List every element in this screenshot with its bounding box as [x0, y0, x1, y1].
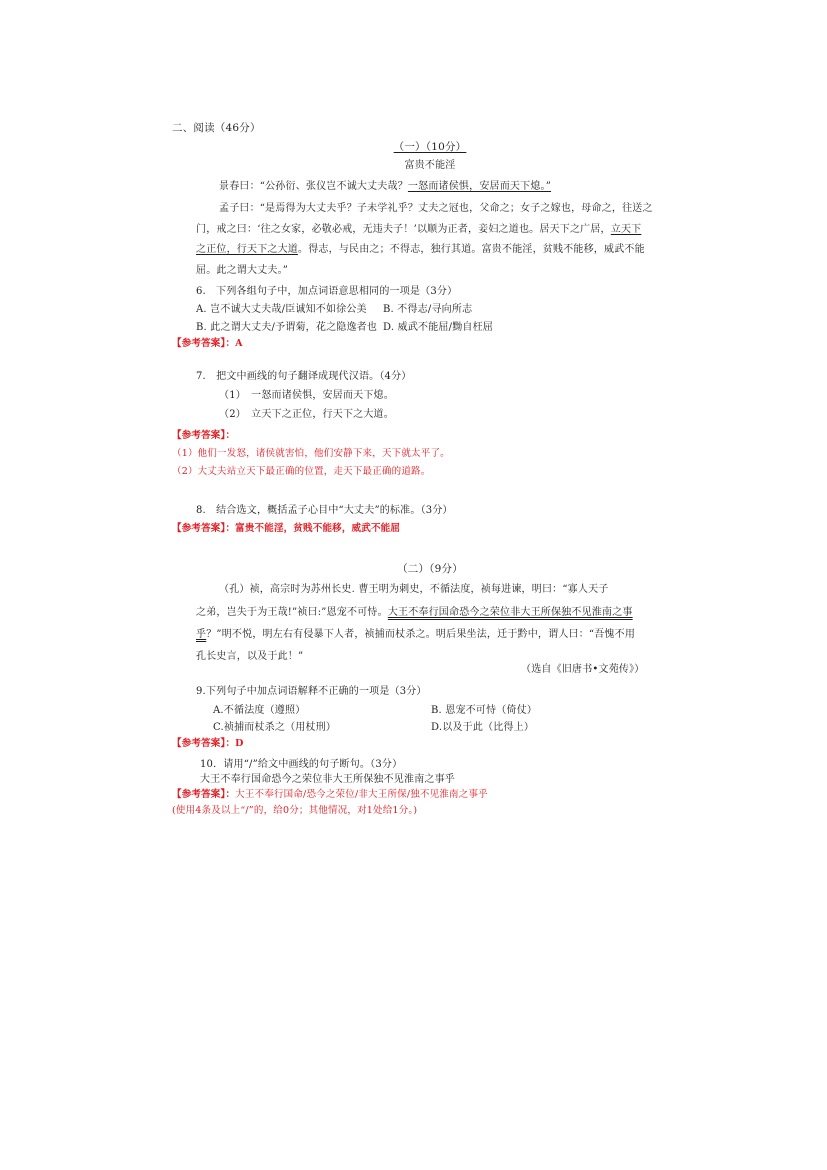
q9-option-a: A.不循法度（遵照）: [213, 705, 306, 716]
q7-item-1: （1） 一怒而诸侯惧，安居而天下熄。: [219, 390, 394, 401]
q9-option-c: C.祯捕而杖杀之（用杖刑）: [213, 722, 337, 733]
part2-line2: [196, 607, 633, 619]
part1-p2-line1: 孟子曰：“是焉得为大丈夫乎？子未学礼乎？丈夫之冠也，父命之；女子之嫁也，母命之，往送之: [219, 203, 653, 214]
part1-p2-line3-underlined: 之正位，行天下之大道: [196, 244, 298, 255]
q6-option-d: D. 威武不能屈/黝自枉屈: [383, 322, 493, 333]
q6-answer-value: A: [235, 338, 243, 349]
q9-answer-label: 【参考答案】：: [172, 738, 236, 749]
q8-answer-value: 富贵不能淫，贫贱不能移，威武不能屈: [235, 523, 401, 534]
q10-answer: [172, 789, 488, 800]
question-6: 6. 下列各组句子中，加点词语意思相同的一项是（3分）: [196, 286, 458, 297]
q10-sentence: 大王不奉行国命恐今之荣位非大王所保独不见淮南之事乎: [200, 774, 455, 785]
part2-line4: 孔长史言，以及于此！”: [196, 651, 304, 662]
q6-option-b: B. 不得志/寻向所志: [383, 304, 473, 315]
part2-line3-underlined: 乎: [196, 629, 207, 640]
q9-answer-value: D: [235, 738, 244, 749]
part2-header: （二）（9分）: [397, 563, 463, 575]
q6-answer: [172, 338, 243, 349]
part1-p1-underlined: 一怒而诸侯惧，安居而天下熄。”: [407, 181, 552, 192]
part1-header: [370, 141, 490, 154]
part2-line2-underlined: 大王不奉行国命恐今之荣位非大王所保独不见淮南之事: [387, 607, 633, 618]
q10-answer-value: 大王不奉行国命/恐今之荣位/非大王所保/独不见淮南之事乎: [235, 789, 488, 800]
part2-line1: （孔）祯，高宗时为苏州长史. 曹王明为刺史，不循法度，祯每进谏，明曰：“寡人天子: [219, 584, 609, 595]
q8-answer-label: 【参考答案】：: [172, 523, 236, 534]
question-9: 9.下列句子中加点词语解释不正确的一项是（3分）: [196, 686, 427, 697]
q7-answer-1: （1）他们一发怒，诸侯就害怕，他们安静下来，天下就太平了。: [172, 448, 450, 459]
q9-answer: [172, 738, 244, 749]
q9-option-b: B. 恩宠不可恃（倚仗）: [431, 705, 538, 716]
question-7: 7. 把文中画线的句子翻译成现代汉语。（4分）: [196, 371, 412, 382]
q7-answer-2: （2）大丈夫站立天下最正确的位置，走天下最正确的道路。: [172, 466, 431, 477]
q10-scoring-note: (使用4条及以上“/”的，给0分；其他情况，对1处给1分。): [172, 805, 418, 816]
question-10: 10．请用“/”给文中画线的句子断句。（3分）: [200, 759, 403, 770]
q6-option-a: A. 岂不诚大丈夫哉/臣诚知不如徐公美: [196, 304, 367, 315]
part2-line2-text: 之弟，岂失于为王哉!”祯曰:”恩宠不可恃。: [196, 607, 388, 618]
q8-answer: [172, 523, 400, 534]
part1-p2-line3: [196, 244, 645, 256]
part1-p2-line4: 屈。此之谓大丈夫。”: [196, 265, 289, 276]
part2-line3: [196, 629, 635, 641]
part1-paragraph-1: [219, 181, 551, 193]
q10-answer-label: 【参考答案】：: [172, 789, 236, 800]
part2-source: （选自《旧唐书•文苑传》）: [521, 664, 645, 675]
part1-title: 富贵不能淫: [404, 160, 456, 171]
question-8: 8. 结合选文，概括孟子心目中“大丈夫”的标准。（3分）: [196, 505, 453, 516]
q9-option-d: D.以及于此（比得上）: [431, 722, 535, 733]
part2-line3-text: ？”明不悦，明左右有侵暴下人者，祯捕而杖杀之。明后果坐法，迁于黔中，谓人曰：“吾愧不用: [206, 629, 636, 640]
part1-p2-line2-text: 门，戒之曰：‘往之女家，必敬必戒，无违夫子！’以顺为正者，妾妇之道也。居天下之广居，: [196, 224, 611, 235]
q6-answer-label: 【参考答案】：: [172, 338, 236, 349]
part1-p2-line2: [196, 224, 641, 236]
q7-item-2: （2） 立天下之正位，行天下之大道。: [219, 409, 394, 420]
q6-option-c: B. 此之谓大丈夫/予谓菊，花之隐逸者也: [196, 322, 378, 333]
part1-p2-line3-text: 。得志，与民由之；不得志，独行其道。富贵不能淫，贫贱不能移，威武不能: [298, 244, 645, 255]
part1-header-text: （一）（10分）: [393, 141, 467, 153]
part1-p2-line2-underlined: 立天下: [610, 224, 642, 235]
section-heading: 二、阅读（46分）: [172, 122, 261, 134]
q7-answer-label: 【参考答案】：: [172, 430, 236, 441]
part1-p1-text: 景春曰：“公孙衍、张仪岂不诚大丈夫哉？: [219, 181, 408, 192]
